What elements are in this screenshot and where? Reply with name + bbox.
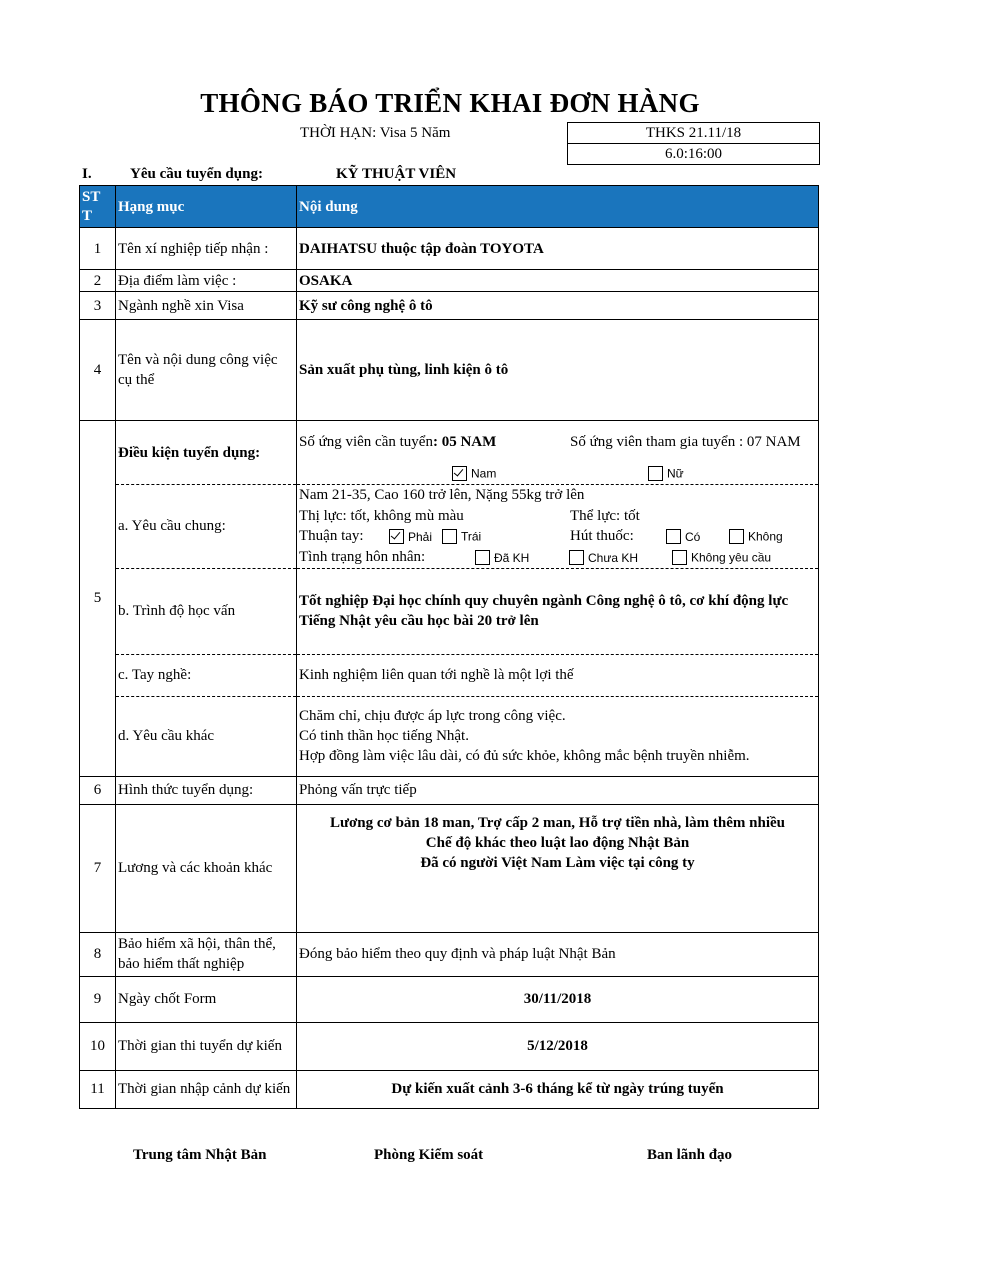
row-number: 2 xyxy=(80,270,116,292)
row-value: Dự kiến xuất cảnh 3-6 tháng kể từ ngày trúng tuyển xyxy=(297,1070,819,1108)
skill-label: c. Tay nghề: xyxy=(116,654,297,696)
checkbox-icon[interactable] xyxy=(569,550,584,565)
section-value: KỸ THUẬT VIÊN xyxy=(336,166,457,182)
requirements-table xyxy=(79,185,819,1109)
row-label: Tên và nội dung công việc cụ thể xyxy=(116,320,297,421)
table-row xyxy=(80,228,819,270)
header-content: Nội dung xyxy=(297,186,819,228)
row-value: Phỏng vấn trực tiếp xyxy=(297,776,819,804)
checkbox-icon[interactable] xyxy=(442,529,457,544)
table-row xyxy=(80,1070,819,1108)
education-value: Tốt nghiệp Đại học chính quy chuyên ngành Công nghệ ô tô, cơ khí động lực Tiếng Nhật yêu cầu học bài 20 trở lên xyxy=(297,568,819,654)
eyesight: Thị lực: tốt, không mù màu xyxy=(299,507,464,524)
needed-count: Số ứng viên cần tuyển: 05 NAM xyxy=(299,434,497,451)
row-number: 5 xyxy=(80,421,116,777)
marital-status: Tình trạng hôn nhân: Đã KH Chưa KH Không yêu cầu xyxy=(299,549,772,565)
table-row xyxy=(80,976,819,1022)
table-row xyxy=(80,292,819,320)
section-label: Yêu cầu tuyển dụng: xyxy=(130,166,263,182)
education-label: b. Trình độ học vấn xyxy=(116,568,297,654)
checkbox-icon[interactable] xyxy=(672,550,687,565)
row-number: 7 xyxy=(80,804,116,932)
row-label: Thời gian thi tuyển dự kiến xyxy=(116,1022,297,1070)
row-label: Tên xí nghiệp tiếp nhận : xyxy=(116,228,297,270)
smoking: Hút thuốc: Có Không xyxy=(570,528,783,545)
conditions-cell xyxy=(297,421,819,485)
table-row xyxy=(80,485,819,569)
row-label: Bảo hiểm xã hội, thân thể, bảo hiểm thất nghiệp xyxy=(116,932,297,976)
general-label: a. Yêu cầu chung: xyxy=(116,485,297,569)
order-code: THKS 21.11/18 xyxy=(567,122,820,144)
row-number: 11 xyxy=(80,1070,116,1108)
general-cell xyxy=(297,485,819,569)
row-value: 30/11/2018 xyxy=(297,976,819,1022)
checkbox-checked-icon[interactable] xyxy=(389,529,404,544)
checkbox-icon[interactable] xyxy=(648,466,663,481)
row-number: 6 xyxy=(80,776,116,804)
checkbox-checked-icon[interactable] xyxy=(452,466,467,481)
row-value: Sản xuất phụ tùng, linh kiện ô tô xyxy=(297,320,819,421)
document-title: THÔNG BÁO TRIỂN KHAI ĐƠN HÀNG xyxy=(200,88,700,118)
table-row xyxy=(80,320,819,421)
order-time: 6.0:16:00 xyxy=(567,144,820,165)
other-label: d. Yêu cầu khác xyxy=(116,696,297,776)
row-number: 3 xyxy=(80,292,116,320)
table-row xyxy=(80,421,819,485)
general-line: Nam 21-35, Cao 160 trở lên, Nặng 55kg trở lên xyxy=(299,487,585,503)
table-row xyxy=(80,804,819,932)
joined-count: Số ứng viên tham gia tuyển : 07 NAM xyxy=(570,434,801,451)
checkbox-icon[interactable] xyxy=(666,529,681,544)
table-row xyxy=(80,568,819,654)
row-label: Ngành nghề xin Visa xyxy=(116,292,297,320)
term-text: THỜI HẠN: Visa 5 Năm xyxy=(300,125,451,141)
row-value: Đóng bảo hiểm theo quy định và pháp luật Nhật Bản xyxy=(297,932,819,976)
skill-value: Kinh nghiệm liên quan tới nghề là một lợi thế xyxy=(297,654,819,696)
row-label: Ngày chốt Form xyxy=(116,976,297,1022)
row-value: 5/12/2018 xyxy=(297,1022,819,1070)
gender-male: Nam xyxy=(297,463,568,484)
conditions-label: Điều kiện tuyển dụng: xyxy=(116,421,297,485)
table-row xyxy=(80,1022,819,1070)
checkbox-icon[interactable] xyxy=(729,529,744,544)
row-number: 4 xyxy=(80,320,116,421)
other-value: Chăm chỉ, chịu được áp lực trong công việc. Có tinh thần học tiếng Nhật. Hợp đồng làm việc lâu dài, có đủ sức khỏe, không mắc bệnh truyền nhiễm. xyxy=(297,696,819,776)
table-row xyxy=(80,932,819,976)
header-category: Hạng mục xyxy=(116,186,297,228)
header-stt: ST T xyxy=(80,186,116,228)
table-row xyxy=(80,270,819,292)
signature-board: Ban lãnh đạo xyxy=(647,1147,733,1163)
row-label: Hình thức tuyển dụng: xyxy=(116,776,297,804)
table-header xyxy=(80,186,819,228)
row-label: Thời gian nhập cảnh dự kiến xyxy=(116,1070,297,1108)
row-value: OSAKA xyxy=(297,270,819,292)
table-row xyxy=(80,776,819,804)
signature-control: Phòng Kiểm soát xyxy=(374,1147,484,1163)
fitness: Thể lực: tốt xyxy=(570,507,640,524)
table-row xyxy=(80,696,819,776)
checkbox-icon[interactable] xyxy=(475,550,490,565)
table-row xyxy=(80,654,819,696)
row-label: Địa điểm làm việc : xyxy=(116,270,297,292)
row-number: 8 xyxy=(80,932,116,976)
row-value: Lương cơ bản 18 man, Trợ cấp 2 man, Hỗ trợ tiền nhà, làm thêm nhiều Chế độ khác theo luật lao động Nhật Bản Đã có người Việt Nam Làm việc tại công ty xyxy=(297,804,819,932)
row-label: Lương và các khoản khác xyxy=(116,804,297,932)
section-number: I. xyxy=(82,166,92,182)
gender-female: Nữ xyxy=(568,463,818,484)
signature-center: Trung tâm Nhật Bản xyxy=(133,1147,267,1163)
row-value: DAIHATSU thuộc tập đoàn TOYOTA xyxy=(297,228,819,270)
handedness: Thuận tay: Phải Trái xyxy=(299,528,482,545)
row-number: 9 xyxy=(80,976,116,1022)
row-number: 1 xyxy=(80,228,116,270)
row-value: Kỹ sư công nghệ ô tô xyxy=(297,292,819,320)
row-number: 10 xyxy=(80,1022,116,1070)
